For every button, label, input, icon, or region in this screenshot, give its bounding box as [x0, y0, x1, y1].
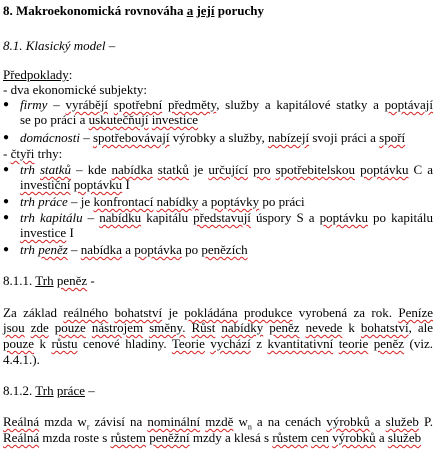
text: Za základ	[3, 305, 64, 320]
list-item-trh-kapitalu-cont	[20, 225, 74, 240]
colon: :	[68, 67, 73, 82]
text: z	[250, 336, 268, 351]
list-item-domacnosti	[20, 130, 405, 145]
text: nabídky	[156, 194, 199, 209]
text: nabídka	[111, 162, 153, 177]
text: pro	[253, 162, 271, 177]
bullet-icon: ●	[3, 99, 10, 110]
text: statků	[157, 162, 189, 177]
text: a	[369, 414, 386, 429]
term: peněz	[38, 242, 68, 257]
text: pouze	[54, 320, 86, 335]
text: mzdy a klesá s	[189, 430, 273, 445]
text: – je	[67, 194, 94, 209]
text: po	[181, 242, 202, 257]
text: vyrobená za rok.	[292, 305, 399, 320]
chapter-heading	[3, 3, 264, 18]
text: teorie	[338, 336, 369, 351]
text: P.	[418, 414, 433, 429]
section-heading-8-1-2	[3, 383, 95, 398]
text: k	[34, 336, 52, 351]
section-number: 8.1.	[3, 38, 23, 53]
text: směny.	[149, 320, 186, 335]
text: spoří	[379, 130, 406, 145]
text: pokládána	[184, 305, 238, 320]
text: čtyři	[10, 146, 35, 161]
text: nabídky	[221, 320, 264, 335]
list-item-trh-statku-cont	[20, 177, 130, 192]
text: C a	[408, 162, 434, 177]
text: růstem	[272, 430, 308, 445]
bullet-icon: ●	[3, 164, 10, 175]
text: poptávka	[134, 242, 182, 257]
text: nominální	[147, 414, 201, 429]
text: Reálná	[3, 414, 40, 429]
chapter-title-part: Makroekonomická rovnováha	[16, 3, 184, 18]
section-title: Klasický model –	[25, 38, 116, 53]
text: trhy:	[34, 146, 63, 161]
subjects-intro: - dva ekonomické subjekty:	[3, 82, 148, 97]
term: trh kapitálu	[20, 210, 83, 225]
assumptions-label	[3, 67, 72, 82]
text: výrobky a služby,	[169, 130, 268, 145]
text: Teorie	[171, 336, 205, 351]
text: úspory S a	[250, 210, 320, 225]
text: –	[67, 242, 81, 257]
text: určující	[208, 162, 249, 177]
section-heading-8-1-1	[3, 273, 95, 288]
text: cenové hladiny.	[77, 336, 172, 351]
text: a	[79, 112, 86, 127]
text: spotřební	[113, 97, 163, 112]
text: investice	[151, 112, 198, 127]
text: nevede	[305, 320, 343, 335]
text: zde	[30, 320, 49, 335]
text: pouze	[3, 336, 35, 351]
section-heading-8-1	[3, 38, 115, 53]
text: je	[162, 305, 185, 320]
text: k	[342, 320, 361, 335]
chapter-number: 8.	[3, 3, 13, 18]
text: –	[82, 210, 100, 225]
text: w	[233, 414, 248, 429]
text: I	[66, 225, 74, 240]
list-item-trh-kapitalu	[20, 210, 433, 225]
text: konfrontací	[93, 194, 154, 209]
text: peněžní	[149, 430, 190, 445]
text: po práci	[259, 194, 305, 209]
text: a	[198, 194, 211, 209]
text: po kapitálu	[367, 210, 433, 225]
text: služeb	[385, 414, 419, 429]
term: statků	[40, 162, 72, 177]
text: peněz	[373, 336, 405, 351]
text: spotřebovávají	[92, 130, 170, 145]
text: poptávku	[360, 162, 409, 177]
term: trh práce	[20, 194, 68, 209]
text: –	[84, 383, 95, 398]
text: jsou	[3, 320, 25, 335]
text: Růst	[191, 320, 216, 335]
text: uskutečňují	[88, 112, 149, 127]
list-item-trh-prace	[20, 194, 305, 209]
text: kapitálu	[141, 210, 194, 225]
text: spotřebitelskou	[275, 162, 355, 177]
text: výrobků	[326, 414, 370, 429]
text: vyrábějí	[65, 97, 109, 112]
bullet-icon: ●	[3, 196, 10, 207]
subscript: r	[86, 422, 90, 432]
text: a	[375, 430, 388, 445]
list-item-trh-statku	[20, 162, 433, 177]
text: představují	[193, 210, 251, 225]
text: je	[188, 162, 209, 177]
text: bohatství	[114, 305, 163, 320]
text: , ale	[408, 320, 433, 335]
text: nabídka	[80, 242, 122, 257]
term: trh	[20, 242, 39, 257]
term: firmy	[20, 97, 48, 112]
bullet-icon: ●	[3, 244, 10, 255]
section-number: 8.1.1.	[3, 273, 33, 288]
paragraph-line	[3, 430, 421, 445]
section-title: práce	[56, 383, 85, 398]
text: a na cenách	[251, 414, 327, 429]
text: Peníze	[398, 305, 433, 320]
text: , služby a kapitálové statky a	[216, 97, 385, 112]
text: I	[122, 177, 130, 192]
chapter-title-part: a	[186, 3, 194, 18]
text: mzda roste s	[39, 430, 111, 445]
assumptions-label-text: Předpoklady	[3, 67, 69, 82]
section-title: Trh	[35, 383, 54, 398]
list-item-firmy-cont	[20, 112, 198, 127]
text: –	[47, 97, 66, 112]
section-number: 8.1.2.	[3, 383, 33, 398]
section-title: Trh	[35, 273, 54, 288]
bullet-icon: ●	[3, 212, 10, 223]
text: investiční	[20, 177, 71, 192]
text: nabídku	[99, 210, 142, 225]
text: bohatství	[360, 320, 409, 335]
text: peněz	[269, 320, 300, 335]
markets-intro	[3, 146, 62, 161]
text: a	[121, 242, 135, 257]
term: trh	[20, 162, 40, 177]
text: poptávají	[384, 97, 433, 112]
text: penězích	[201, 242, 248, 257]
text: –	[79, 130, 93, 145]
text: reálného	[63, 305, 109, 320]
text: mzda w	[39, 414, 87, 429]
text: se po práci	[20, 112, 80, 127]
list-item-trh-penez	[20, 242, 248, 257]
text: služeb	[387, 430, 422, 445]
paragraph-line: 4.4.1.).	[3, 352, 40, 367]
text: růstu	[51, 336, 78, 351]
text: vychází	[210, 336, 251, 351]
text: růstem	[110, 430, 146, 445]
text: – kde	[71, 162, 112, 177]
text: závisí na	[89, 414, 148, 429]
text: -	[87, 273, 95, 288]
text: poptávky	[210, 194, 260, 209]
text: (viz.	[404, 336, 433, 351]
text: předměty	[167, 97, 217, 112]
text: výrobků	[332, 430, 376, 445]
list-item-firmy	[20, 97, 433, 112]
text: nástrojem	[91, 320, 144, 335]
chapter-title-part: poruchy	[217, 3, 264, 18]
text: svoji práci a	[309, 130, 380, 145]
text: mzdě	[205, 414, 234, 429]
paragraph-line	[3, 336, 433, 351]
section-title: peněz	[56, 273, 88, 288]
text: -	[3, 146, 11, 161]
text: nabízejí	[267, 130, 310, 145]
paragraph-line	[3, 320, 433, 335]
text: kvantitativní	[267, 336, 334, 351]
bullet-icon: ●	[3, 132, 10, 143]
paragraph-line	[3, 305, 433, 320]
text: poptávku	[73, 177, 123, 192]
chapter-title-part: její	[196, 3, 215, 18]
term: domácnosti	[20, 130, 80, 145]
text: produkce	[244, 305, 293, 320]
text: Reálná	[3, 430, 40, 445]
text: poptávku	[319, 210, 368, 225]
text: cen	[310, 430, 329, 445]
subscript: n	[247, 422, 252, 432]
text: investice	[20, 225, 67, 240]
